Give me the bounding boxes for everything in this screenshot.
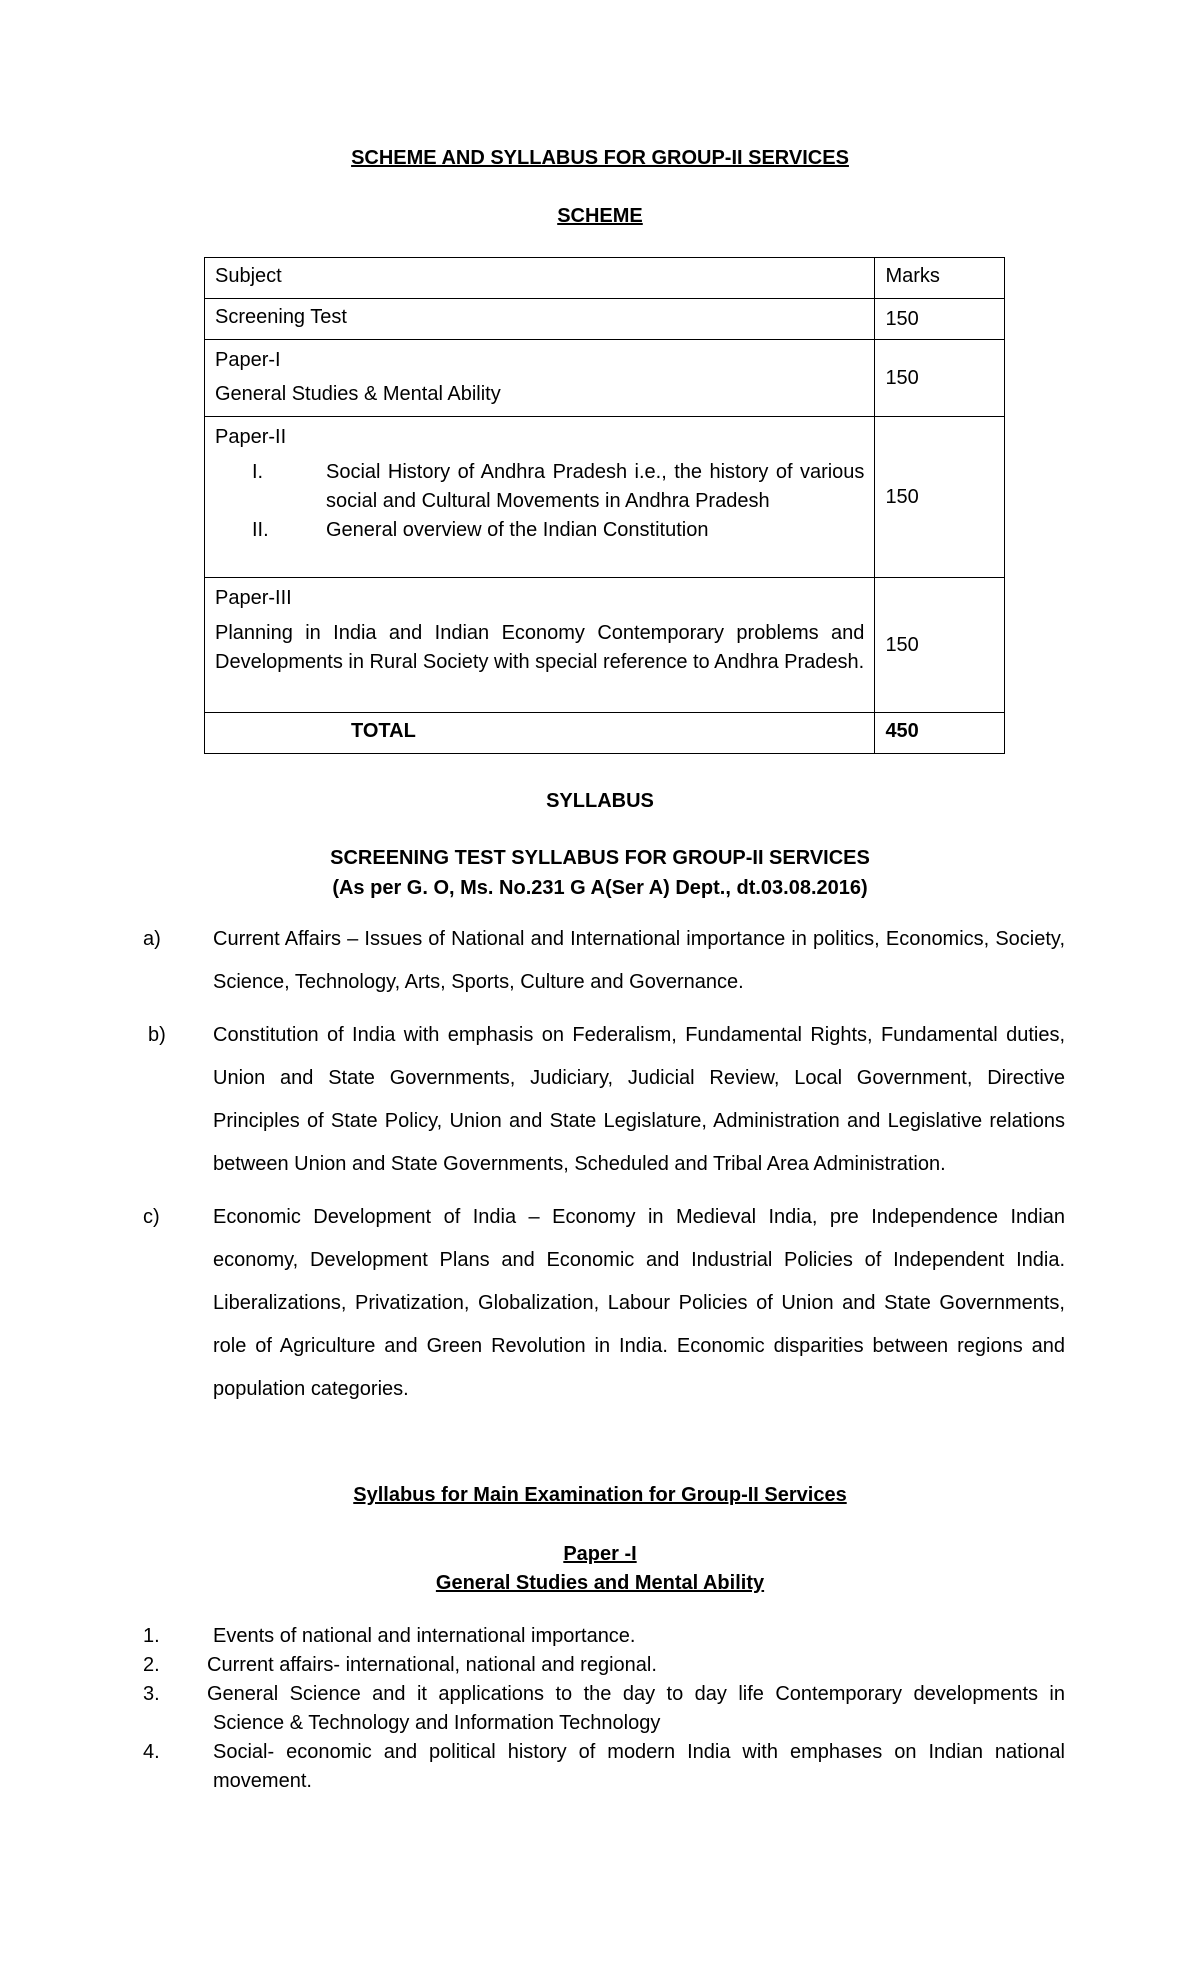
- list-item-number: 4.: [143, 1741, 160, 1763]
- list-item-text: General overview of the Indian Constitution: [326, 519, 709, 541]
- list-item-text: Social- economic and political history of modern India with emphases on Indian national movement.: [213, 1741, 1065, 1792]
- list-item-text: Events of national and international importance.: [213, 1625, 636, 1647]
- list-item-number: II.: [252, 519, 269, 541]
- paper1-title: Paper-I: [215, 349, 281, 371]
- list-item: [0, 918, 1200, 1004]
- paper3-marks: 150: [875, 578, 1005, 713]
- list-item-text: Current Affairs – Issues of National and International importance in politics, Economics, Society, Science, Technology, Arts, Sports, Culture and Governance.: [213, 928, 1065, 993]
- screening-go-reference: (As per G. O, Ms. No.231 G A(Ser A) Dept., dt.03.08.2016): [332, 877, 868, 899]
- table-row: [205, 578, 1005, 713]
- list-item: [0, 1680, 1200, 1738]
- paper2-cell: [205, 417, 875, 578]
- total-label: TOTAL: [205, 713, 875, 754]
- header-subject: Subject: [205, 258, 875, 299]
- paper3-title: Paper-III: [215, 587, 292, 609]
- list-item-number: I.: [252, 461, 264, 483]
- list-item-label: b): [148, 1024, 166, 1046]
- list-item-number: 3.: [143, 1683, 160, 1705]
- screening-heading: SCREENING TEST SYLLABUS FOR GROUP-II SERVICES: [330, 847, 870, 869]
- paper3-subject: Planning in India and Indian Economy Contemporary problems and Developments in Rural Society with special reference to Andhra Pradesh.: [215, 622, 865, 673]
- list-item-label: a): [143, 928, 161, 950]
- list-item-label: c): [143, 1206, 160, 1228]
- list-item: [0, 1014, 1200, 1186]
- list-item: [0, 1622, 1200, 1651]
- list-item-text: Current affairs- international, national and regional.: [207, 1654, 657, 1676]
- list-item-text: Social History of Andhra Pradesh i.e., the history of various social and Cultural Movements in Andhra Pradesh: [326, 461, 865, 512]
- table-header-row: [205, 258, 1005, 299]
- header-marks: Marks: [875, 258, 1005, 299]
- screening-subject: Screening Test: [205, 299, 875, 340]
- paper2-title: Paper-II: [215, 426, 287, 448]
- paper1-marks: 150: [875, 340, 1005, 417]
- paper1-topics-list: [0, 1622, 1200, 1796]
- total-marks: 450: [875, 713, 1005, 754]
- paper1-subject: General Studies & Mental Ability: [215, 383, 501, 405]
- screening-marks: 150: [875, 299, 1005, 340]
- paper1-heading: Paper -I: [563, 1543, 637, 1565]
- paper3-cell: [205, 578, 875, 713]
- scheme-heading: SCHEME: [557, 205, 643, 227]
- list-item-text: General Science and it applications to the day to day life Contemporary developments in Science & Technology and Information Technology: [207, 1683, 1065, 1734]
- paper2-marks: 150: [875, 417, 1005, 578]
- list-item-number: 1.: [143, 1625, 160, 1647]
- table-total-row: [205, 713, 1005, 754]
- list-item-text: Economic Development of India – Economy in Medieval India, pre Independence Indian economy, Development Plans and Economic and Industrial Policies of Independent India. Liberalizations, Privatization, Globalization, Labour Policies of Union and State Governments, role of Agriculture and Green Revolution in India. Economic disparities between regions and population categories.: [213, 1206, 1065, 1400]
- list-item: [0, 1738, 1200, 1796]
- table-row: [205, 417, 1005, 578]
- paper2-list: [215, 458, 864, 545]
- list-item-text: Constitution of India with emphasis on Federalism, Fundamental Rights, Fundamental duties, Union and State Governments, Judiciary, Judicial Review, Local Government, Directive Principles of State Policy, Union and State Legislature, Administration and Legislative relations between Union and State Governments, Scheduled and Tribal Area Administration.: [213, 1024, 1065, 1175]
- scheme-table: [204, 257, 1005, 754]
- main-exam-heading: Syllabus for Main Examination for Group-II Services: [353, 1484, 847, 1506]
- paper1-cell: [205, 340, 875, 417]
- screening-list: [0, 918, 1200, 1421]
- list-item: [215, 458, 864, 516]
- list-item: [215, 516, 864, 545]
- table-row: [205, 340, 1005, 417]
- syllabus-heading: SYLLABUS: [546, 790, 654, 812]
- table-row: [205, 299, 1005, 340]
- list-item-number: 2.: [143, 1654, 160, 1676]
- paper1-subheading: General Studies and Mental Ability: [435, 1572, 765, 1594]
- list-item: [0, 1651, 1200, 1680]
- document-title: SCHEME AND SYLLABUS FOR GROUP-II SERVICES: [351, 147, 849, 169]
- list-item: [0, 1196, 1200, 1411]
